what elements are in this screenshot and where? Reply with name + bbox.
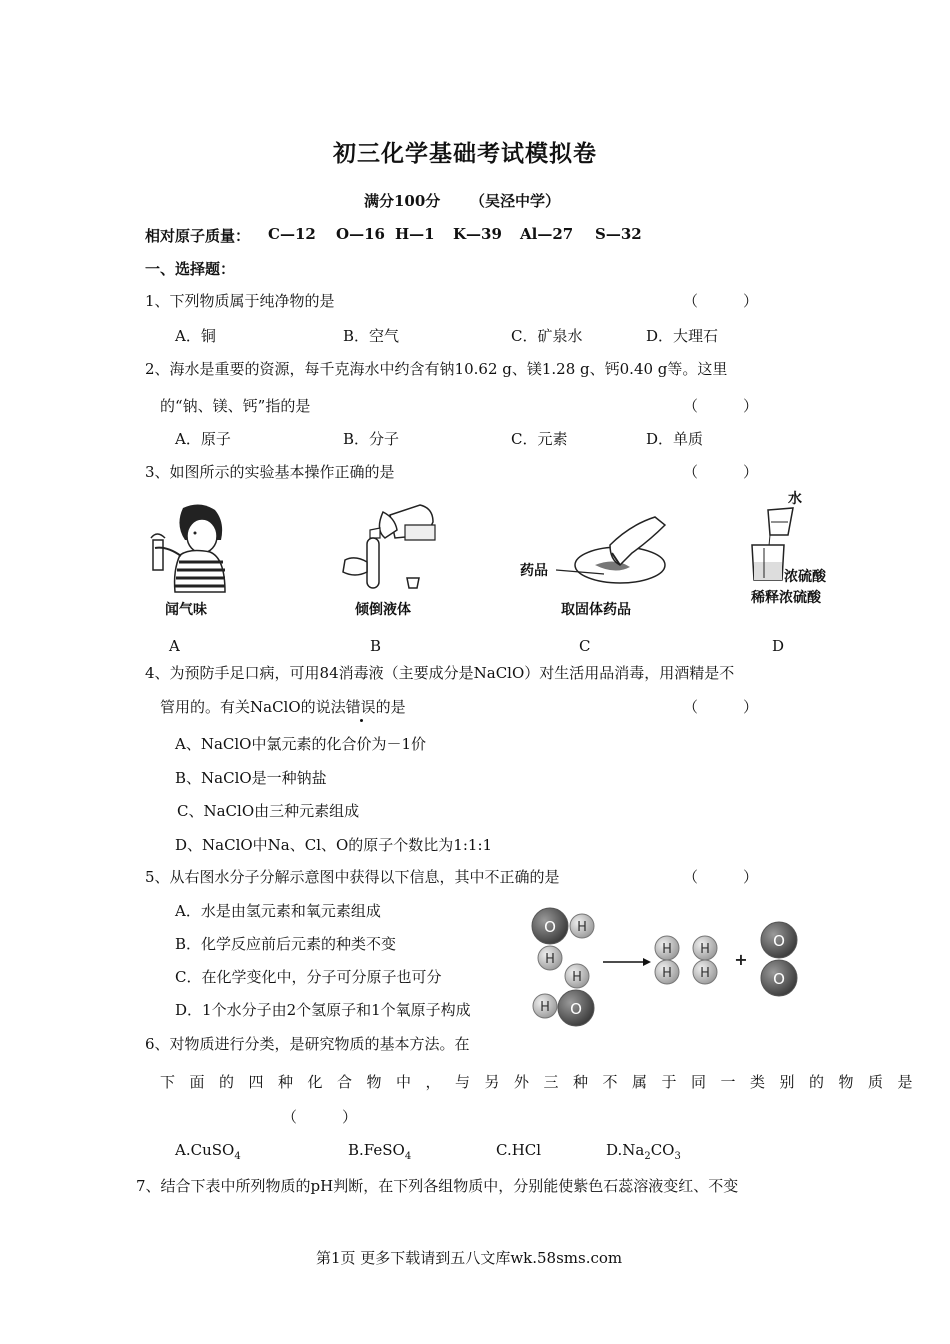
figure-caption: 稀释浓硫酸 xyxy=(751,590,821,606)
formula-text: A.CuSO xyxy=(175,1141,235,1159)
atomic-mass-item: S—32 xyxy=(595,225,642,243)
hydrogen-symbol: H xyxy=(662,942,672,957)
formula-subscript: 4 xyxy=(234,1151,241,1162)
reagent-pointer-line xyxy=(556,560,606,580)
formula-subscript: 4 xyxy=(404,1151,412,1162)
option-c: C．元素 xyxy=(511,430,568,448)
oxygen-symbol: O xyxy=(544,918,556,936)
option-c: C、NaClO由三种元素组成 xyxy=(177,802,360,820)
atomic-mass-item: O—16 xyxy=(336,225,385,243)
option-b: B．空气 xyxy=(343,327,400,345)
figure-label-side: 浓硫酸 xyxy=(784,569,826,585)
answer-bracket: （ ） xyxy=(282,1108,358,1126)
question-1-stem: 1、下列物质属于纯净物的是 xyxy=(145,292,335,310)
question-4-stem: 4、为预防手足口病，可用84消毒液（主要成分是NaClO）对生活用品消毒，用酒精是不 xyxy=(145,664,735,682)
question-6-stem-cont xyxy=(160,1071,928,1092)
formula-subscript: 2 xyxy=(644,1151,651,1162)
subtitle-score: 满分100分 xyxy=(364,192,441,210)
answer-bracket: （ ） xyxy=(683,463,759,481)
question-4-stem-cont xyxy=(160,696,406,717)
option-c: C．矿泉水 xyxy=(511,327,583,345)
option-b: B、NaClO是一种钠盐 xyxy=(175,769,327,787)
figure-label-top: 水 xyxy=(788,491,802,507)
option-a: A、NaClO中氯元素的化合价为－1价 xyxy=(175,735,427,753)
atomic-mass-item: Al—27 xyxy=(520,225,574,243)
formula-text: C.HCl xyxy=(496,1141,542,1159)
option-d xyxy=(606,1141,681,1162)
figure-caption: 倾倒液体 xyxy=(355,602,411,618)
figure-letter: A xyxy=(169,637,180,655)
section-heading: 一、选择题： xyxy=(145,260,236,278)
option-a: A．铜 xyxy=(175,327,216,345)
option-d: D．1个水分子由2个氢原子和1个氧原子构成 xyxy=(175,1001,471,1019)
figure-caption: 闻气味 xyxy=(165,602,207,618)
subtitle-school: （吴泾中学） xyxy=(470,192,561,210)
option-a: A．原子 xyxy=(175,430,231,448)
hydrogen-symbol: H xyxy=(700,942,710,957)
atomic-mass-item: K—39 xyxy=(453,225,502,243)
hydrogen-symbol: H xyxy=(545,952,555,967)
question-2-stem-cont: 的“钠、镁、钙”指的是 xyxy=(160,397,311,415)
oxygen-symbol: O xyxy=(773,932,785,950)
hydrogen-symbol: H xyxy=(572,970,582,985)
page-footer: 第1页 更多下载请到五八文库wk.58sms.com xyxy=(316,1249,623,1267)
atomic-mass-item: C—12 xyxy=(268,225,316,243)
oxygen-symbol: O xyxy=(570,1000,582,1018)
hydrogen-symbol: H xyxy=(700,966,710,981)
stem-text: 的是 xyxy=(375,698,406,716)
stem-text: 下面的四种化合物中，与另外三种不属于同一类别的物质是 xyxy=(160,1073,928,1091)
option-d: D、NaClO中Na、Cl、O的原子个数比为1:1:1 xyxy=(175,836,493,854)
figure-letter: D xyxy=(772,637,785,655)
hydrogen-symbol: H xyxy=(540,1000,550,1015)
formula-text: CO xyxy=(650,1141,675,1159)
figure-letter: B xyxy=(370,637,382,655)
figure-smell-illustration xyxy=(145,500,235,595)
hydrogen-symbol: H xyxy=(662,966,672,981)
figure-label: 药品 xyxy=(520,563,548,579)
answer-bracket: （ ） xyxy=(683,868,759,886)
option-b: B．化学反应前后元素的种类不变 xyxy=(175,935,397,953)
atomic-mass-label: 相对原子质量： xyxy=(145,227,251,245)
emphasis-text: 错误 xyxy=(345,698,376,716)
option-c xyxy=(496,1141,541,1159)
answer-bracket: （ ） xyxy=(683,397,759,415)
water-decomposition-diagram xyxy=(525,898,805,1030)
figure-solid-illustration xyxy=(570,505,675,595)
option-d: D．大理石 xyxy=(646,327,719,345)
answer-bracket: （ ） xyxy=(683,292,759,310)
oxygen-symbol: O xyxy=(773,970,785,988)
question-7-stem: 7、结合下表中所列物质的pH判断，在下列各组物质中，分别能使紫色石蕊溶液变红、不变 xyxy=(136,1177,739,1195)
option-b xyxy=(348,1141,411,1162)
question-6-stem: 6、对物质进行分类，是研究物质的基本方法。在 xyxy=(145,1035,470,1053)
option-d: D．单质 xyxy=(646,430,704,448)
atomic-mass-item: H—1 xyxy=(395,225,435,243)
page-title: 初三化学基础考试模拟卷 xyxy=(333,140,597,167)
option-c: C．在化学变化中，分子可分原子也可分 xyxy=(175,968,442,986)
formula-text: B.FeSO xyxy=(348,1141,405,1159)
formula-subscript: 3 xyxy=(674,1151,681,1162)
figure-pour-illustration xyxy=(335,500,440,595)
figure-letter: C xyxy=(579,637,591,655)
figure-caption: 取固体药品 xyxy=(561,602,631,618)
hydrogen-symbol: H xyxy=(577,920,587,935)
option-a: A．水是由氢元素和氧元素组成 xyxy=(175,902,381,920)
question-2-stem: 2、海水是重要的资源，每千克海水中约含有钠10.62 g、镁1.28 g、钙0.40 g等。这里 xyxy=(145,360,728,378)
option-a xyxy=(175,1141,241,1162)
question-5-stem: 5、从右图水分子分解示意图中获得以下信息，其中不正确的是 xyxy=(145,868,560,886)
formula-text: D.Na xyxy=(606,1141,645,1159)
plus-sign: + xyxy=(734,950,748,969)
stem-text: 管用的。有关NaClO的说法 xyxy=(160,698,346,716)
answer-bracket: （ ） xyxy=(683,698,759,716)
question-3-stem: 3、如图所示的实验基本操作正确的是 xyxy=(145,463,395,481)
option-b: B．分子 xyxy=(343,430,400,448)
